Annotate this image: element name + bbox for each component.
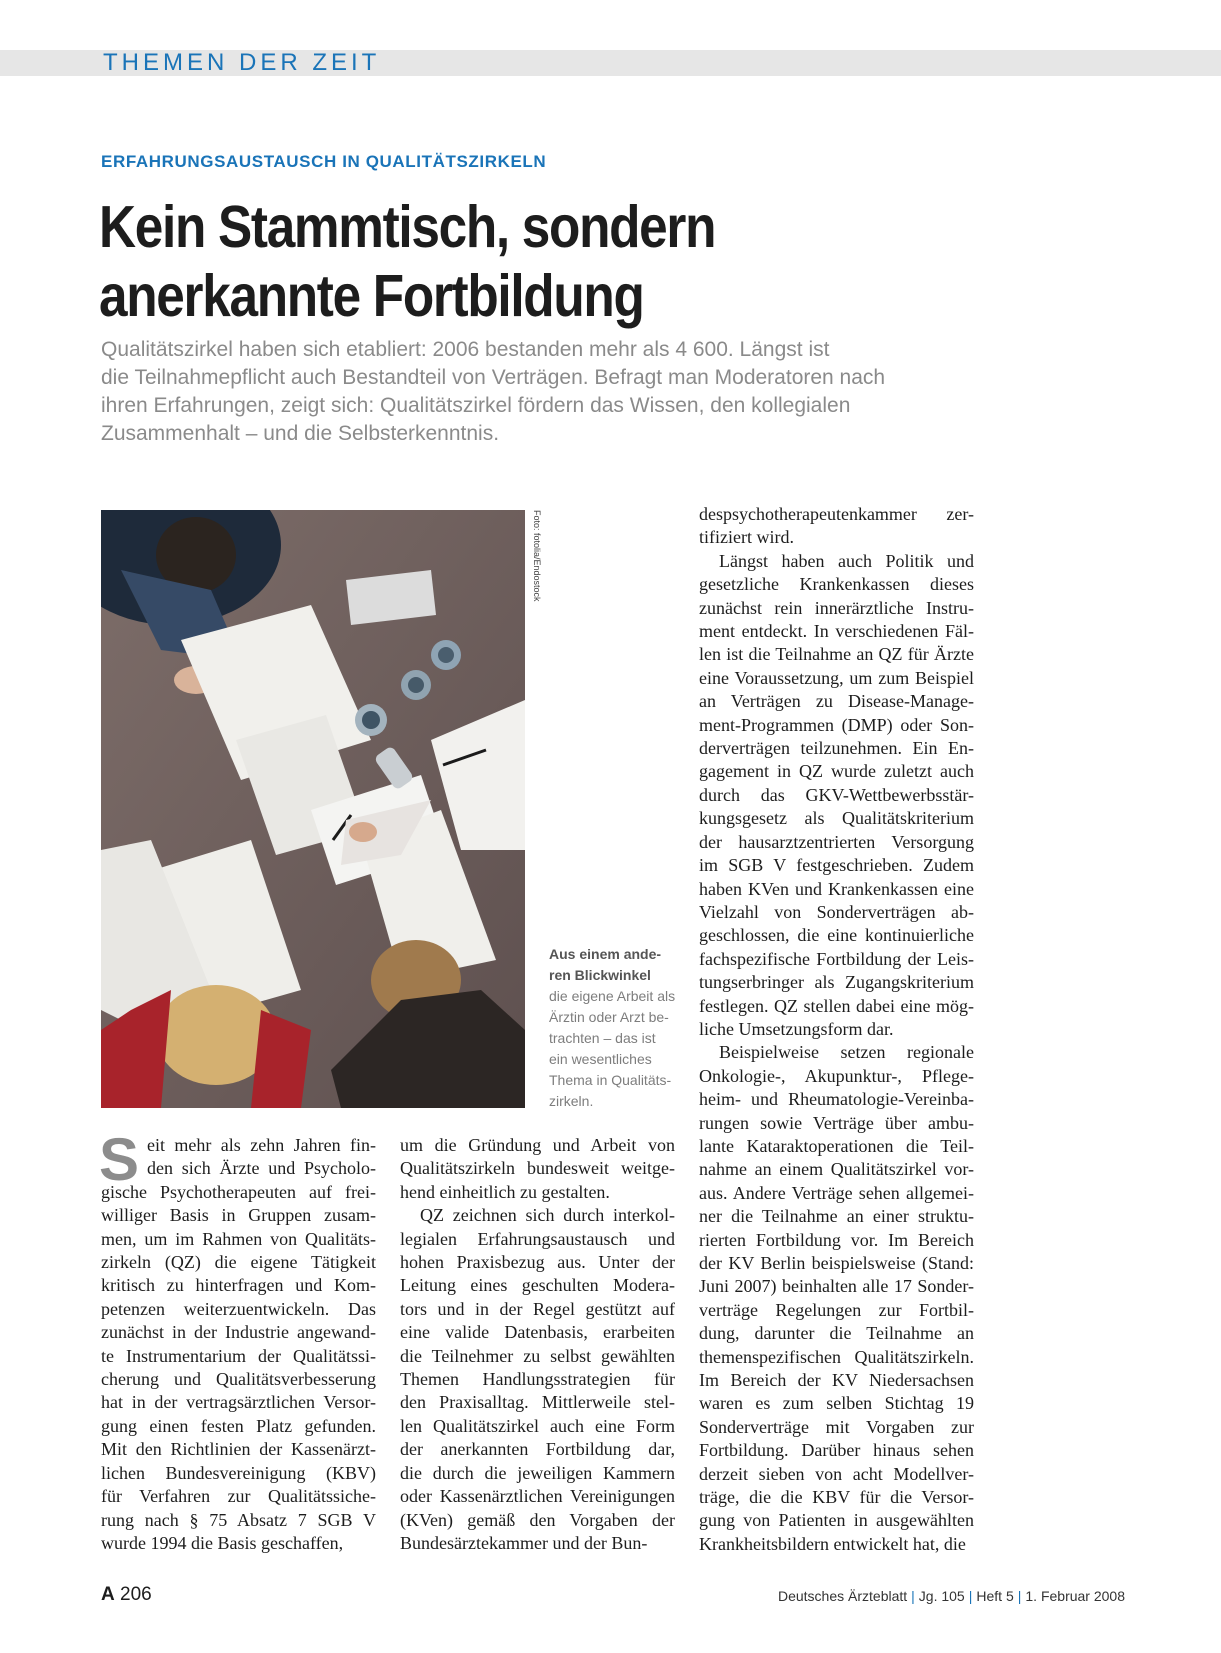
body-text-line: fachspezifische Fortbildung der Leis- (699, 948, 974, 969)
body-text-line: zunächst rein innerärztliche Instru- (699, 597, 974, 618)
headline-line: Kein Stammtisch, sondern (99, 194, 716, 260)
body-text-line: gesetzliche Krankenkassen dieses (699, 574, 974, 595)
body-text-line: aus. Andere Verträge sehen allgemei- (699, 1182, 974, 1203)
body-text-line: cherung und Qualitätsverbesserung (101, 1369, 376, 1390)
body-text-line: an Verträgen zu Disease-Manage- (699, 691, 974, 712)
body-text-line: Im Bereich der KV Niedersachsen (699, 1370, 974, 1391)
body-text-line: williger Basis in Gruppen zusam- (101, 1205, 376, 1226)
body-text-line: festlegen. QZ stellen dabei eine mög- (699, 995, 974, 1016)
body-text-line: hat in der vertragsärztlichen Versor- (101, 1392, 376, 1413)
divider: | (911, 1588, 915, 1604)
journal-date: 1. Februar 2008 (1025, 1588, 1125, 1604)
body-text-line: rierten Fortbildung vor. Im Bereich (699, 1229, 974, 1250)
body-column-1 (101, 1134, 376, 1555)
body-text-line: lante Kataraktoperationen die Teil- (699, 1135, 974, 1156)
page-prefix: A (101, 1584, 115, 1605)
lead-line: Zusammenhalt – und die Selbsterkenntnis. (101, 422, 500, 445)
body-text-line: men, um im Rahmen von Qualitäts- (101, 1228, 376, 1249)
divider: | (968, 1588, 973, 1604)
article-photo (101, 510, 525, 1108)
body-text-line: Juni 2007) beinhalten alle 17 Sonder- (699, 1276, 974, 1297)
journal-issue: Heft 5 (976, 1588, 1014, 1604)
body-text-line: eit mehr als zehn Jahren fin- (147, 1135, 376, 1155)
body-text-line: ment entdeckt. In verschiedenen Fäl- (699, 621, 974, 642)
body-text-line: tungserbringer als Zugangskriterium (699, 972, 974, 993)
caption-text-line: trachten – das ist (549, 1030, 656, 1046)
body-text-line: Beispielweise setzen regionale (719, 1042, 974, 1063)
body-text-line: liche Umsetzungsform dar. (699, 1018, 894, 1039)
body-text-line: haben KVen und Krankenkassen eine (699, 878, 974, 899)
body-text-line: eine Voraussetzung, um zum Beispiel (699, 667, 974, 688)
caption-text-line: die eigene Arbeit als (549, 988, 676, 1004)
body-text-line: den Praxisalltag. Mittlerweile stel- (400, 1392, 675, 1413)
body-text-line: der anerkannten Fortbildung dar, (400, 1439, 675, 1460)
body-text-line: rung nach § 75 Absatz 7 SGB V (101, 1509, 376, 1530)
body-text-line: gische Psychotherapeuten auf frei- (101, 1181, 376, 1202)
body-text-line: der KV Berlin beispielsweise (Stand: (699, 1253, 974, 1273)
journal-name: Deutsches Ärzteblatt (777, 1588, 908, 1604)
body-text-line: gung von Patienten in ausgewählten (699, 1510, 974, 1531)
body-text-line: despsychotherapeutenkammer zer- (699, 504, 974, 524)
body-text-line: oder Kassenärztlichen Vereinigungen (400, 1486, 675, 1507)
body-text-line: ment-Programmen (DMP) oder Son- (699, 714, 974, 735)
divider: | (1017, 1588, 1022, 1604)
body-text-line: Themen Handlungsstrategien für (400, 1369, 675, 1390)
body-text-line: gagement in QZ wurde zuletzt auch (699, 761, 974, 782)
page-number (101, 1584, 152, 1606)
body-text-line: tors und in der Regel gestützt auf (400, 1298, 675, 1319)
article-headline (99, 193, 882, 331)
caption-text-line: zirkeln. (549, 1093, 594, 1109)
body-text-line: zunächst in der Industrie angewand- (101, 1322, 376, 1343)
body-text-line: Mit den Richtlinien der Kassenärzt- (101, 1439, 376, 1460)
journal-footer (778, 1588, 1125, 1604)
body-text-line: verträge Regelungen zur Fortbil- (699, 1299, 974, 1320)
body-text-line: Qualitätszirkeln bundesweit weitge- (400, 1158, 675, 1179)
body-text-line: kritisch zu hinterfragen und Kom- (101, 1275, 376, 1296)
body-text-line: Sonderverträge mit Vorgaben zur (699, 1416, 974, 1437)
body-column-2 (400, 1134, 675, 1555)
caption-text-line: Ärztin oder Arzt be- (549, 1009, 669, 1025)
body-text-line: Vielzahl von Sonderverträgen ab- (699, 901, 974, 922)
body-text-line: gung einen festen Platz gefunden. (101, 1415, 376, 1436)
body-text-line: die durch die jeweiligen Kammern (400, 1462, 675, 1483)
body-text-line: die Teilnehmer zu selbst gewählten (400, 1345, 675, 1366)
lead-line: ihren Erfahrungen, zeigt sich: Qualitätszirkel fördern das Wissen, den kollegialen (101, 394, 851, 417)
body-text-line: QZ zeichnen sich durch interkol- (420, 1205, 675, 1226)
body-text-line: dung, darunter die Teilnahme an (699, 1323, 974, 1344)
caption-title-line: Aus einem ande- (549, 946, 662, 962)
body-text-line: um die Gründung und Arbeit von (400, 1135, 675, 1155)
body-text-line: zirkeln (QZ) die eigene Tätigkeit (101, 1252, 376, 1273)
meeting-table-photo (101, 510, 525, 1108)
body-text-line: im SGB V festgeschrieben. Zudem (699, 855, 974, 876)
headline-line: anerkannte Fortbildung (99, 263, 644, 329)
caption-text-line: Thema in Qualitäts- (549, 1072, 672, 1088)
body-text-line: Onkologie-, Akupunktur-, Pflege- (699, 1065, 974, 1086)
body-text-line: hend einheitlich zu gestalten. (400, 1181, 610, 1202)
body-text-line: eine valide Datenbasis, erarbeiten (400, 1322, 675, 1343)
section-label: THEMEN DER ZEIT (103, 49, 381, 76)
body-text-line: durch das GKV-Wettbewerbsstär- (699, 784, 974, 805)
body-text-line: len ist die Teilnahme an QZ für Ärzte (699, 644, 974, 665)
journal-volume: Jg. 105 (918, 1588, 965, 1604)
body-text-line: ner die Teilnahme an einer struktu- (699, 1206, 974, 1227)
caption-title-line: ren Blickwinkel (549, 967, 651, 983)
body-text-line: geschlossen, die eine kontinuierliche (699, 925, 974, 946)
body-text-line: legialen Erfahrungsaustausch und (400, 1228, 675, 1249)
body-text-line: hohen Praxisbezug aus. Unter der (400, 1252, 675, 1273)
body-text-line: Bundesärztekammer und der Bun- (400, 1532, 648, 1553)
caption-text-line: ein wesentliches (549, 1051, 652, 1067)
body-text-line: für Verfahren zur Qualitätssiche- (101, 1486, 376, 1507)
body-text-line: Leitung eines geschulten Modera- (400, 1275, 675, 1296)
body-text-line: tifiziert wird. (699, 527, 794, 548)
page-number-value: 206 (120, 1584, 152, 1605)
body-text-line: Längst haben auch Politik und (719, 550, 974, 571)
body-text-line: nahme an einem Qualitätszirkel vor- (699, 1159, 974, 1180)
body-text-line: waren es zum selben Stichtag 19 (699, 1393, 974, 1414)
body-text-line: len Qualitätszirkel auch eine Form (400, 1415, 675, 1436)
photo-caption (549, 944, 679, 1112)
body-text-line: kungsgesetz als Qualitätskriterium (699, 808, 974, 829)
lead-line: Qualitätszirkel haben sich etabliert: 2006 bestanden mehr als 4 600. Längst ist (101, 338, 830, 361)
body-text-line: der hausarztzentrierten Versorgung (699, 831, 974, 852)
body-text-line: te Instrumentarium der Qualitätssi- (101, 1345, 376, 1366)
body-text-line: träge, die die KBV für die Versor- (699, 1487, 974, 1508)
article-kicker: ERFAHRUNGSAUSTAUSCH IN QUALITÄTSZIRKELN (101, 152, 547, 171)
body-text-line: lichen Bundesvereinigung (KBV) (101, 1462, 376, 1483)
body-text-line: derzeit sieben von acht Modellver- (699, 1463, 974, 1484)
body-text-line: wurde 1994 die Basis geschaffen, (101, 1532, 344, 1553)
body-text-line: petenzen weiterzuentwickeln. Das (101, 1298, 376, 1319)
body-text-line: heim- und Rheumatologie-Vereinba- (699, 1089, 974, 1110)
body-text-line: Krankheitsbildern entwickelt hat, die (699, 1533, 966, 1554)
body-text-line: derverträgen teilzunehmen. Ein En- (699, 738, 974, 759)
body-text-line: Fortbildung. Darüber hinaus sehen (699, 1440, 974, 1461)
drop-cap: S (99, 1126, 140, 1193)
body-text-line: themenspezifischen Qualitätszirkeln. (699, 1346, 974, 1367)
body-text-line: rungen sowie Verträge über ambu- (699, 1112, 974, 1133)
lead-line: die Teilnahmepflicht auch Bestandteil von Verträgen. Befragt man Moderatoren nach (101, 366, 886, 389)
body-column-3 (699, 503, 974, 1556)
article-lead (101, 336, 981, 448)
photo-credit: Foto: fotolia/Endostock (532, 510, 542, 602)
body-text-line: (KVen) gemäß den Vorgaben der (400, 1509, 675, 1530)
body-text-line: den sich Ärzte und Psycholo- (147, 1158, 376, 1179)
